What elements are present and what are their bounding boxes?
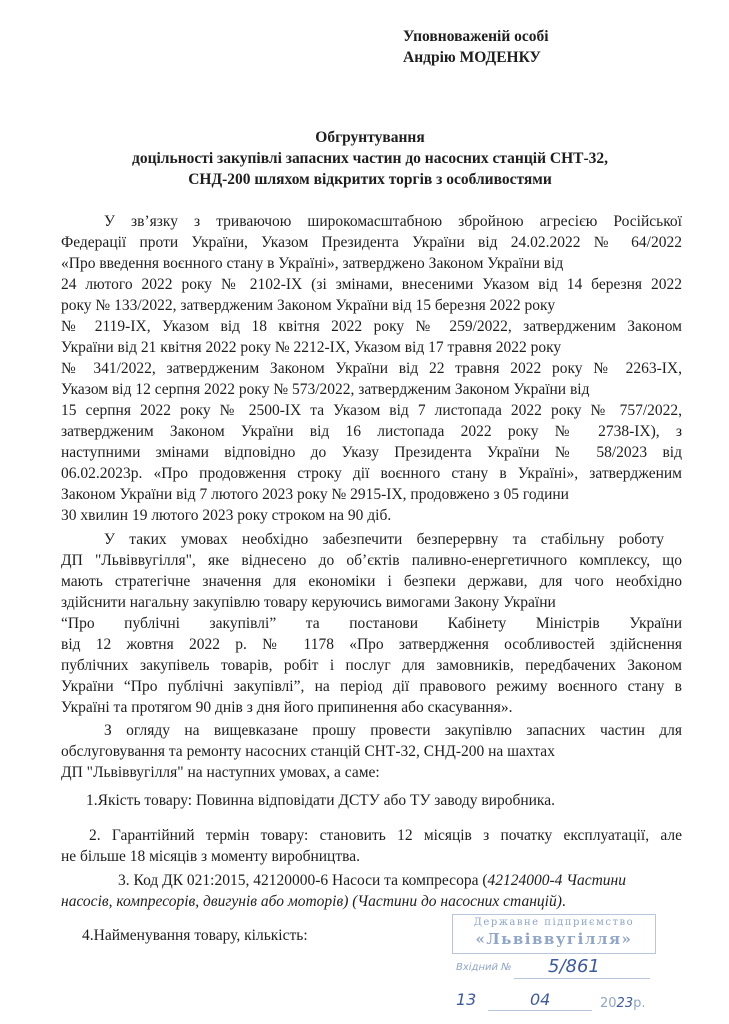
p1-line: № 2119-IX, Указом від 18 квітня 2022 року № 259/2022, затвердженим Законом [61, 318, 682, 335]
item-3-italic-text: 42124000-4 Частини [487, 872, 626, 889]
stamp-year-suffix: 23 [616, 996, 634, 1011]
stamp-month: 04 [530, 990, 551, 1009]
document-title [60, 127, 680, 190]
stamp-year-prefix: 20 [600, 996, 617, 1011]
stamp-number-underline [514, 978, 650, 979]
item-3-line2-end: . [561, 893, 566, 910]
stamp-day: 13 [456, 990, 477, 1009]
addressee-line2: Андрію МОДЕНКУ [403, 49, 541, 66]
item-1-quality: 1.Якість товару: Повинна відповідати ДСТУ або ТУ заводу виробника. [86, 792, 555, 809]
stamp-date-row [452, 986, 656, 1016]
stamp-incoming-number: 5/861 [548, 956, 600, 977]
stamp-incoming-label: Вхідний № [456, 962, 512, 973]
title-line2: доцільності закупівлі запасних частин до насосних станцій СНТ-32, [131, 150, 608, 167]
item-2-line1: 2. Гарантійний термін товару: становить 12 місяців з початку експлуатації, але [89, 827, 682, 844]
p2-line: України “Про публічні закупівлі”, на період дії правового режиму воєнного стану в [61, 678, 682, 695]
stamp-date-underline [488, 1010, 592, 1011]
item-3-regular-text: 3. Код ДК 021:2015, 42120000-6 Насоси та компресора ( [118, 872, 488, 889]
stamp-year [600, 996, 645, 1012]
p1-line: України від 21 квітня 2022 року № 2212-IX, Указом від 17 травня 2022 року [61, 339, 562, 356]
p2-line: “Про публічні закупівлі” та постанови Кабінету Міністрів України [61, 615, 682, 632]
p3-line: обслуговування та ремонту насосних станцій СНТ-32, СНД-200 на шахтах [61, 743, 555, 760]
stamp-incoming-row [452, 954, 656, 984]
stamp-company-name: «Львіввугілля» [475, 930, 633, 948]
p1-line: року № 133/2022, затвердженим Законом України від 15 березня 2022 року [61, 297, 556, 314]
p1-line: затвердженим Законом України від 16 листопада 2022 року № 2738-IX), з [61, 423, 682, 440]
p1-line: 24 лютого 2022 року № 2102-IX (зі змінами, внесеними Указом від 14 березня 2022 [61, 276, 682, 293]
p2-line: ДП "Львіввугілля", яке віднесено до об’єктів паливно-енергетичного комплексу, що [61, 552, 682, 569]
p1-line: 15 серпня 2022 року № 2500-IX та Указом від 7 листопада 2022 року № 757/2022, [61, 402, 682, 419]
item-3-italic-line2: насосів, компресорів, двигунів або моторів) (Частини до насосних станцій) [61, 893, 562, 910]
p2-line: від 12 жовтня 2022 р. № 1178 «Про затвердження особливостей здійснення [61, 636, 682, 653]
p1-line: 30 хвилин 19 лютого 2023 року строком на 90 діб. [61, 507, 392, 524]
p2-line: мають стратегічне значення для економіки і безпеки держави, для чого необхідно [61, 573, 682, 590]
p1-line: № 341/2022, затвердженим Законом України від 22 травня 2022 року № 2263-IX, [61, 360, 682, 377]
item-2-line2: не більше 18 місяців з моменту виробництва. [61, 848, 360, 865]
p2-line: публічних закупівель товарів, робіт і послуг для замовників, передбачених Законом [61, 657, 682, 674]
p1-line: Законом України від 7 лютого 2023 року № 2915-IX, продовжено з 05 години [61, 486, 569, 503]
addressee-block [403, 26, 549, 68]
p1-line: У зв’язку з триваючою широкомасштабною збройною агресією Російської [104, 213, 682, 230]
incoming-registration-stamp [452, 914, 656, 1018]
p1-line: наступними змінами відповідно до Указу Президента України № 58/2023 від [61, 444, 682, 461]
title-line1: Обгрунтування [315, 129, 425, 146]
p2-line: здійснити нагальну закупівлю товару керуючись вимогами Закону України [61, 594, 556, 611]
addressee-line1: Уповноваженій особі [403, 28, 549, 45]
p1-line: Федерації проти України, Указом Президента України від 24.02.2022 № 64/2022 [61, 234, 682, 251]
p2-line: Україні та протягом 90 днів з дня його припинення або скасування». [61, 699, 513, 716]
p3-line: ДП "Львіввугілля" на наступних умовах, а саме: [61, 764, 380, 781]
stamp-year-end: р. [633, 996, 646, 1011]
p2-line: У таких умовах необхідно забезпечити безперервну та стабільну роботу [104, 531, 664, 548]
p3-line: З огляду на вищевказане прошу провести закупівлю запасних частин для [104, 722, 682, 739]
p1-line: Указом від 12 серпня 2022 року № 573/2022, затвердженим Законом України від [61, 381, 590, 398]
item-4-name-quantity: 4.Найменування товару, кількість: [82, 927, 308, 944]
title-line3: СНД-200 шляхом відкритих торгів з особливостями [188, 171, 552, 188]
p1-line: 06.02.2023р. «Про продовження строку дії воєнного стану в Україні», затвердженим [61, 465, 682, 482]
stamp-org: Державне підприємство [473, 917, 635, 928]
p1-line: «Про введення воєнного стану в Україні», затверджено Законом України від [61, 255, 564, 272]
